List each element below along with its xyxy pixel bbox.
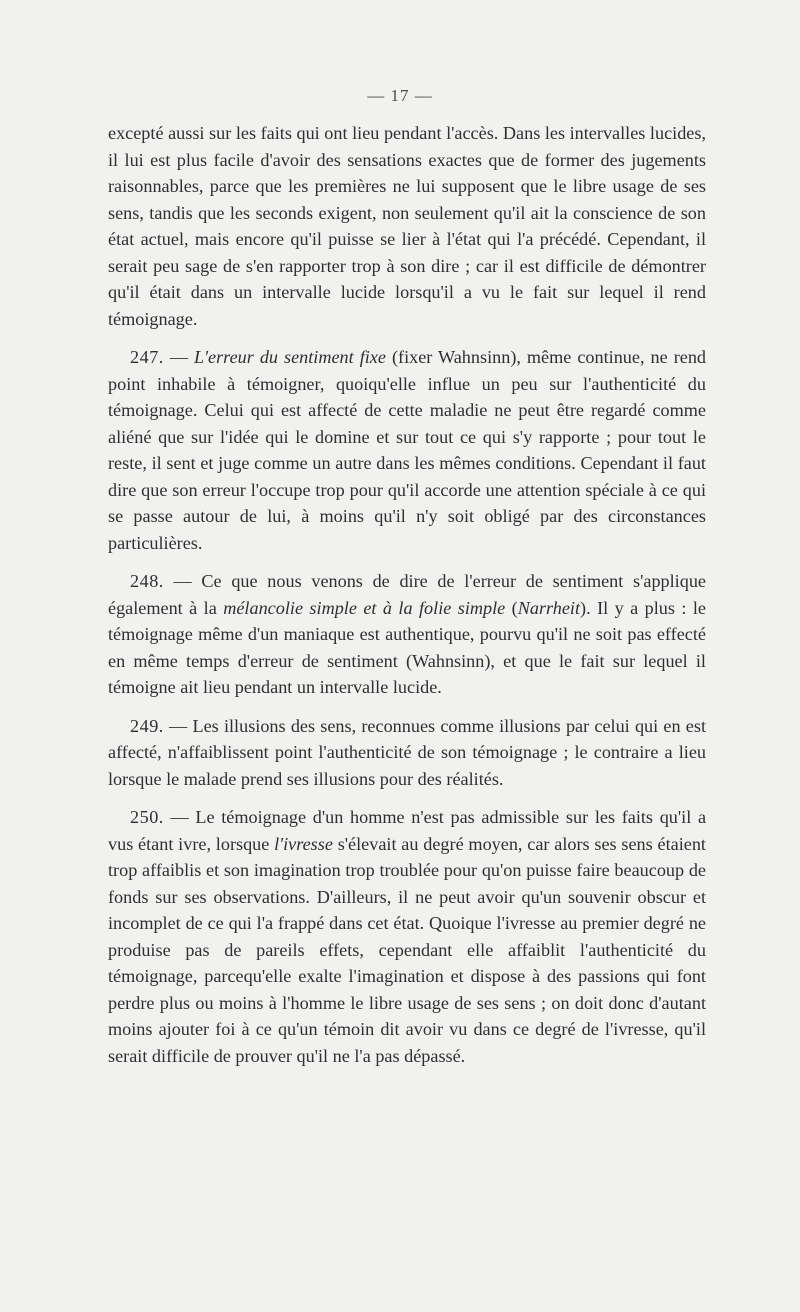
em-dash: — [163, 807, 196, 827]
paragraph-250 [108, 804, 706, 1069]
paragraph-248 [108, 568, 706, 701]
paragraph-249 [108, 713, 706, 793]
paragraph-text: s'élevait au degré moyen, car alors ses sens étaient trop affaiblis et son imagination trop troublée pour qu'on puisse faire beaucoup de fonds sur ses observations. D'ailleurs, il ne peut avoir qu'un souvenir obscur et incomplet de ce qui l'a frappé dans cet état. Quoique l'ivresse au premier degré ne produise pas de pareils effets, cependant elle affaiblit l'authenticité du témoignage, parcequ'elle exalte l'imagination et dispose à des passions qui font perdre plus ou moins à l'homme le libre usage de ses sens ; on doit donc d'autant moins ajouter foi à ce qu'un témoin dit avoir vu dans ce degré de l'ivresse, qu'il serait difficile de prouver qu'il ne l'a pas dépassé. [108, 833, 706, 1066]
em-dash: — [163, 347, 195, 367]
paragraph-number: 249. [130, 715, 164, 736]
italic-term: l'ivresse [274, 833, 333, 854]
paragraph-number: 247. [130, 347, 164, 367]
paragraph-number: 248. [130, 571, 164, 591]
paragraph-text: Ce que nous venons de dire de l'erreur de sentiment s'applique également à la [108, 571, 706, 618]
paragraph-text: excepté aussi sur les faits qui ont lieu pendant l'accès. Dans les intervalles lucides, il lui est plus facile d'avoir des sensations exactes que de former des jugements raisonnables, parce que les premières ne lui supposent que le libre usage de ses sens, tandis que les seconds exigent, non seulement qu'il ait la conscience de son état actuel, mais encore qu'il puisse se lier à l'état qui l'a précédé. Cependant, il serait peu sage de s'en rapporter trop à son dire ; car il est difficile de démontrer qu'il était dans un intervalle lucide lorsqu'il a vu le fait sur lequel il rend témoignage. [108, 123, 706, 329]
paragraph-text: ( [505, 597, 518, 618]
em-dash: — [163, 715, 193, 736]
italic-term: Narrheit [517, 597, 581, 618]
paragraph-text: Le témoignage d'un homme n'est pas admissible sur les faits qu'il a vus étant ivre, lorsque [108, 807, 707, 854]
paragraph-247 [108, 344, 706, 556]
paragraph-text: (fixer Wahnsinn), même continue, ne rend point inhabile à témoigner, quoiqu'elle influe un peu sur l'authenticité du témoignage. Celui qui est affecté de cette maladie ne peut être regardé comme aliéné que sur l'idée qui le domine et sur tout ce qui s'y rapporte ; pour tout le reste, il sent et juge comme un autre dans les mêmes conditions. Cependant il faut dire que son erreur l'occupe trop pour qu'il accorde une attention spéciale à ce qui se passe autour de lui, à moins qu'il n'y soit obligé par des circonstances particulières. [108, 347, 707, 553]
italic-term: mélancolie simple et à la folie simple [223, 597, 506, 618]
page-number: — 17 — [367, 86, 433, 105]
paragraph-text: Les illusions des sens, reconnues comme illusions par celui qui en est affecté, n'affaiblissent point l'authenticité de son témoignage ; le contraire a lieu lorsque le malade prend ses illusions pour des réalités. [108, 715, 707, 789]
paragraph-text: ). Il y a plus : le témoignage même d'un maniaque est authentique, pourvu qu'il ne soit pas effecté en même temps d'erreur de sentiment (Wahnsinn), et que le fait sur lequel il témoigne ait lieu pendant un intervalle lucide. [108, 597, 706, 697]
paragraph-continuation [108, 120, 706, 332]
paragraph-number: 250. [130, 807, 164, 827]
italic-term: L'erreur du sentiment fixe [194, 347, 386, 367]
em-dash: — [163, 571, 202, 591]
body-text [108, 120, 706, 1081]
